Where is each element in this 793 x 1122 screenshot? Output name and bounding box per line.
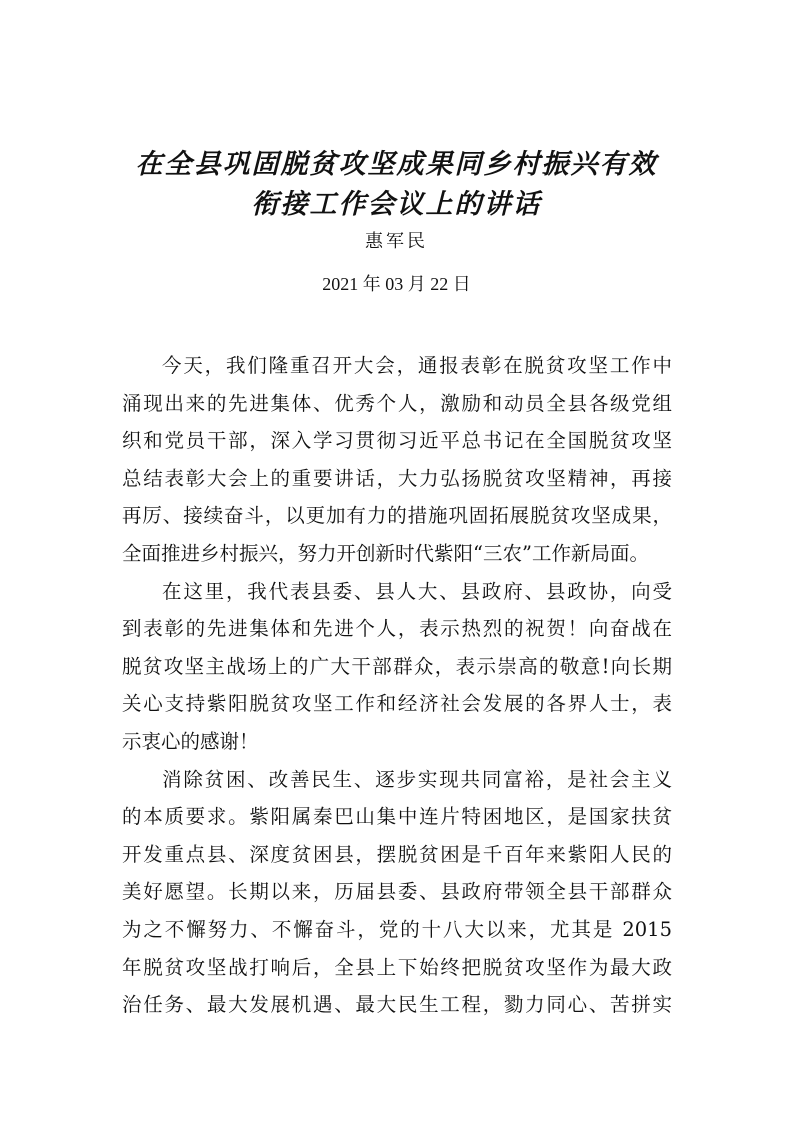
paragraph-3-line-2: 的本质要求。紫阳属秦巴山集中连片特困地区，是国家扶贫 — [122, 805, 672, 829]
paragraph-1-line-5: 再厉、接续奋斗，以更加有力的措施巩固拓展脱贫攻坚成果， — [122, 504, 672, 528]
paragraph-3-line-3: 开发重点县、深度贫困县，摆脱贫困是千百年来紫阳人民的 — [122, 842, 672, 866]
document-title-line-2: 衔接工作会议上的讲话 — [251, 189, 542, 220]
paragraph-3-line-1: 消除贫困、改善民生、逐步实现共同富裕，是社会主义 — [162, 767, 672, 791]
paragraph-1-line-4: 总结表彰大会上的重要讲话，大力弘扬脱贫攻坚精神，再接 — [122, 466, 672, 490]
paragraph-1-line-2: 涌现出来的先进集体、优秀个人，激励和动员全县各级党组 — [122, 391, 672, 415]
paragraph-1-line-6: 全面推进乡村振兴，努力开创新时代紫阳“三农”工作新局面。 — [122, 541, 649, 565]
paragraph-3-line-7: 治任务、最大发展机遇、最大民生工程，勠力同心、苦拼实 — [122, 993, 672, 1017]
paragraph-2-line-2: 到表彰的先进集体和先进个人，表示热烈的祝贺！向奋战在 — [122, 617, 672, 641]
paragraph-2-line-3: 脱贫攻坚主战场上的广大干部群众，表示崇高的敬意!向长期 — [122, 654, 672, 678]
paragraph-1-line-1: 今天，我们隆重召开大会，通报表彰在脱贫攻坚工作中 — [162, 354, 672, 377]
paragraph-2-line-5: 示衷心的感谢！ — [122, 729, 259, 753]
paragraph-3-line-4: 美好愿望。长期以来，历届县委、县政府带领全县干部群众 — [122, 880, 672, 904]
document-title-line-1: 在全县巩固脱贫攻坚成果同乡村振兴有效 — [135, 149, 658, 180]
document-date: 2021 年 03 月 22 日 — [322, 274, 471, 294]
paragraph-2-line-4: 关心支持紫阳脱贫攻坚工作和经济社会发展的各界人士，表 — [122, 692, 672, 716]
paragraph-3-line-6: 年脱贫攻坚战打响后，全县上下始终把脱贫攻坚作为最大政 — [122, 955, 672, 979]
paragraph-1-line-3: 织和党员干部，深入学习贯彻习近平总书记在全国脱贫攻坚 — [122, 429, 672, 453]
document-author: 惠军民 — [365, 231, 428, 252]
document-body — [122, 347, 672, 1024]
paragraph-2-line-1: 在这里，我代表县委、县人大、县政府、县政协，向受 — [162, 579, 672, 603]
paragraph-3-line-5: 为之不懈努力、不懈奋斗，党的十八大以来，尤其是 2015 — [122, 917, 672, 941]
